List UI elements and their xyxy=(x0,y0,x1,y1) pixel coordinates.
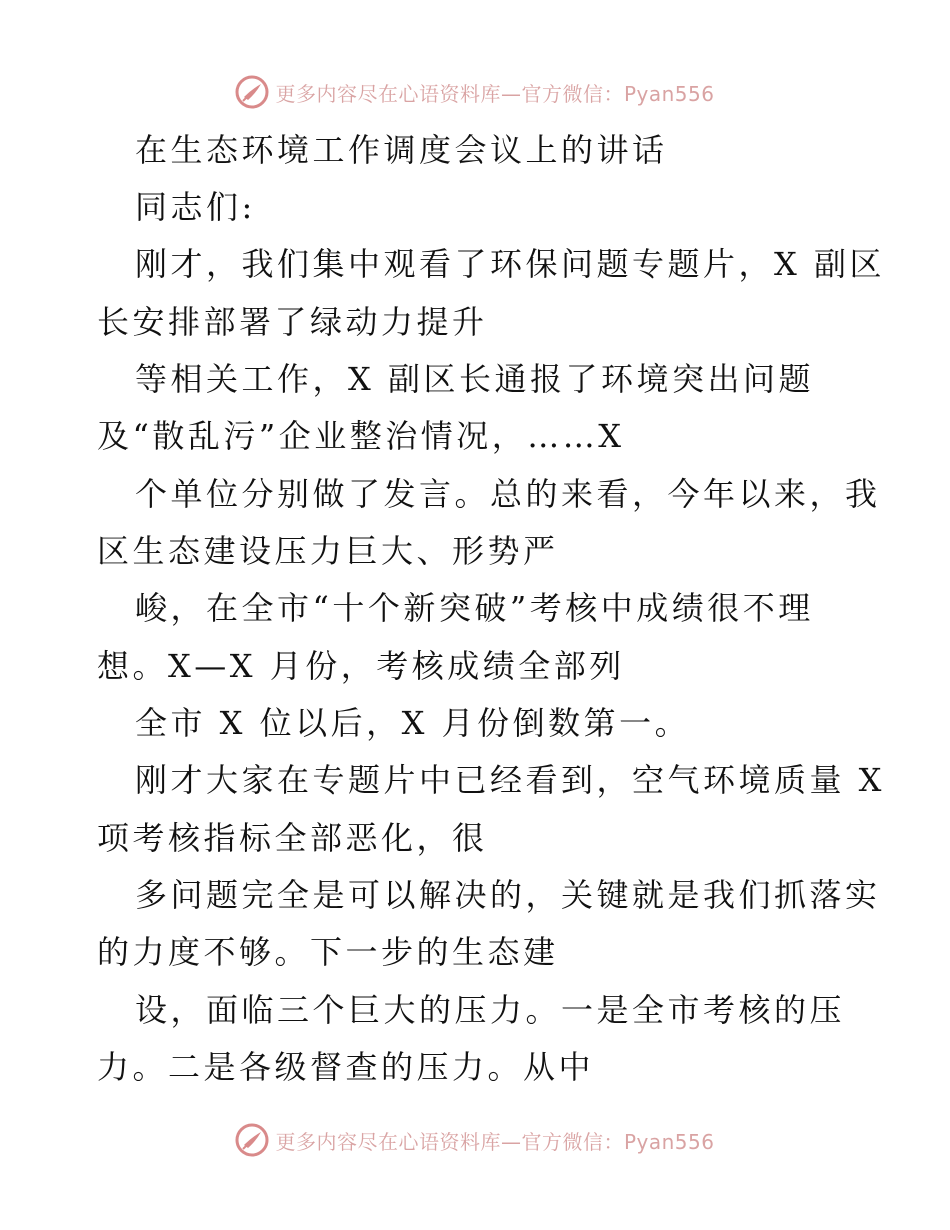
paragraph-line: 全市 X 位以后，X 月份倒数第一。 xyxy=(135,704,691,742)
paragraph-line: 的力度不够。下一步的生态建 xyxy=(97,933,559,971)
document-title: 在生态环境工作调度会议上的讲话 xyxy=(135,131,668,169)
footer-watermark xyxy=(0,1118,950,1162)
paragraph-line: 项考核指标全部恶化，很 xyxy=(97,819,488,857)
paragraph-line: 峻，在全市“十个新突破”考核中成绩很不理 xyxy=(135,589,814,627)
paragraph-line: 多问题完全是可以解决的，关键就是我们抓落实 xyxy=(135,876,881,914)
header-watermark xyxy=(0,70,950,114)
paragraph-line: 想。X—X 月份，考核成绩全部列 xyxy=(97,647,625,685)
watermark-text: 更多内容尽在心语资料库—官方微信：Pyan556 xyxy=(275,81,715,106)
paragraph-line: 力。二是各级督查的压力。从中 xyxy=(97,1048,595,1086)
book-quill-icon xyxy=(235,75,269,109)
paragraph-line: 刚才，我们集中观看了环保问题专题片，X 副区 xyxy=(135,245,885,283)
watermark-text: 更多内容尽在心语资料库—官方微信：Pyan556 xyxy=(275,1129,715,1154)
book-quill-icon xyxy=(235,1123,269,1157)
paragraph-line: 及“散乱污”企业整治情况，……X xyxy=(97,417,625,455)
paragraph-line: 刚才大家在专题片中已经看到，空气环境质量 X xyxy=(135,761,885,799)
salutation: 同志们: xyxy=(135,188,256,226)
paragraph-line: 设，面临三个巨大的压力。一是全市考核的压 xyxy=(135,991,846,1029)
paragraph-line: 区生态建设压力巨大、形势严 xyxy=(97,532,559,570)
paragraph-line: 个单位分别做了发言。总的来看，今年以来，我 xyxy=(135,475,881,513)
paragraph-line: 等相关工作，X 副区长通报了环境突出问题 xyxy=(135,360,814,398)
paragraph-line: 长安排部署了绿动力提升 xyxy=(97,303,488,341)
